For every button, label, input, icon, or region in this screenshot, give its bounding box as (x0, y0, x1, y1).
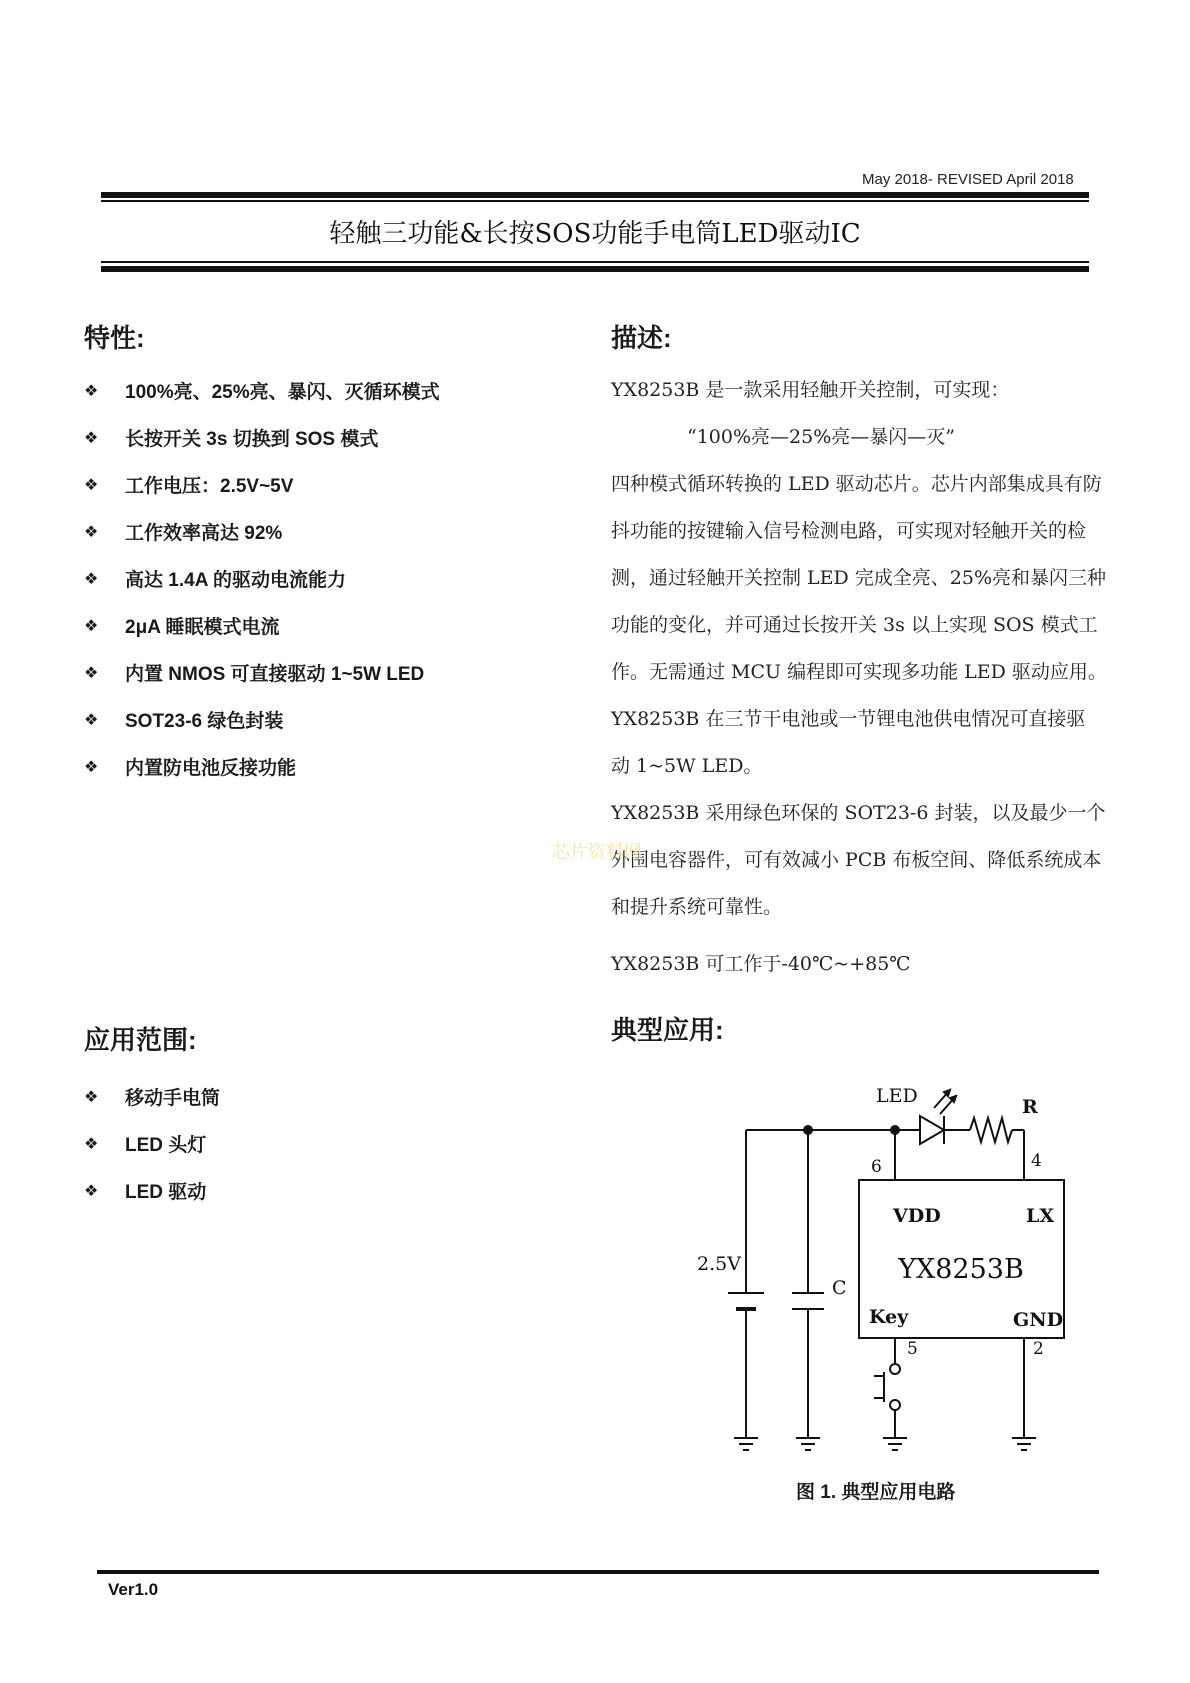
pin-gnd-label: GND (1013, 1309, 1064, 1331)
chip-name: YX8253B (898, 1254, 1024, 1285)
revision-date: May 2018- REVISED April 2018 (862, 171, 1074, 188)
diamond-bullet-icon: ❖ (84, 617, 99, 635)
resistor-label: R (1022, 1096, 1038, 1118)
list-item: ❖ 高达 1.4A 的驱动电流能力 (84, 570, 346, 591)
pin-key-label: Key (869, 1306, 909, 1328)
description-line: 外围电容器件，可有效减小 PCB 布板空间、降低系统成本 (611, 849, 1102, 871)
resistor-icon (970, 1118, 1012, 1142)
description-line: 功能的变化，并可通过长按开关 3s 以上实现 SOS 模式工 (611, 614, 1098, 636)
description-line: YX8253B 是一款采用轻触开关控制，可实现： (611, 379, 1010, 401)
pin-6-label: 6 (871, 1157, 882, 1177)
diamond-bullet-icon: ❖ (84, 476, 99, 494)
ground-icon (883, 1438, 907, 1450)
push-button-icon (874, 1364, 900, 1410)
description-quote: “100%亮—25%亮—暴闪—灭” (687, 426, 955, 448)
led-diode-icon (920, 1090, 956, 1144)
diamond-bullet-icon: ❖ (84, 1135, 99, 1153)
description-line: 作。无需通过 MCU 编程即可实现多功能 LED 驱动应用。 (611, 661, 1107, 683)
list-item: ❖ 2μA 睡眠模式电流 (84, 617, 280, 638)
pin-2-label: 2 (1033, 1339, 1044, 1359)
watermark: 芯片资料网 (552, 842, 642, 862)
junction-dot (890, 1125, 900, 1135)
description-line: 测，通过轻触开关控制 LED 完成全亮、25%亮和暴闪三种 (611, 567, 1107, 589)
list-item: ❖ 内置 NMOS 可直接驱动 1~5W LED (84, 664, 425, 685)
diamond-bullet-icon: ❖ (84, 664, 99, 682)
description-line: 抖功能的按键输入信号检测电路，可实现对轻触开关的检 (611, 520, 1087, 542)
diamond-bullet-icon: ❖ (84, 570, 99, 588)
version-label: Ver1.0 (108, 1580, 159, 1599)
diamond-bullet-icon: ❖ (84, 1182, 99, 1200)
description-line: YX8253B 采用绿色环保的 SOT23-6 封装，以及最少一个 (611, 802, 1106, 824)
list-item: ❖ 工作效率高达 92% (84, 523, 283, 544)
list-item: ❖ 长按开关 3s 切换到 SOS 模式 (84, 429, 379, 450)
description-line: 四种模式循环转换的 LED 驱动芯片。芯片内部集成具有防 (611, 473, 1102, 495)
description-line: 和提升系统可靠性。 (611, 896, 783, 918)
list-item: ❖ LED 头灯 (84, 1135, 207, 1156)
figure-caption: 图 1. 典型应用电路 (796, 1482, 956, 1503)
applications-heading: 应用范围: (84, 1025, 197, 1055)
ground-icon (796, 1438, 820, 1450)
ground-icon (1012, 1438, 1036, 1450)
list-item: ❖ 工作电压：2.5V~5V (84, 476, 294, 497)
battery-voltage-label: 2.5V (697, 1253, 741, 1275)
footer-rule (97, 1570, 1099, 1574)
list-item: ❖ 100%亮、25%亮、暴闪、灭循环模式 (84, 382, 440, 403)
list-item: ❖ 移动手电筒 (84, 1088, 221, 1109)
pin-lx-label: LX (1026, 1205, 1055, 1227)
capacitor-icon (792, 1293, 824, 1309)
diamond-bullet-icon: ❖ (84, 711, 99, 729)
pin-5-label: 5 (907, 1339, 918, 1359)
pin-vdd-label: VDD (893, 1205, 941, 1227)
ground-icon (734, 1438, 758, 1450)
diamond-bullet-icon: ❖ (84, 429, 99, 447)
document-title: 轻触三功能&长按SOS功能手电筒LED驱动IC (329, 219, 861, 249)
junction-dot (803, 1125, 813, 1135)
capacitor-label: C (832, 1277, 847, 1299)
features-heading: 特性: (84, 323, 145, 353)
list-item: ❖ 内置防电池反接功能 (84, 758, 297, 779)
battery-icon (728, 1293, 764, 1309)
diamond-bullet-icon: ❖ (84, 1088, 99, 1106)
diamond-bullet-icon: ❖ (84, 382, 99, 400)
operating-temperature: YX8253B 可工作于-40℃~+85℃ (611, 953, 911, 975)
diamond-bullet-icon: ❖ (84, 523, 99, 541)
led-label: LED (876, 1085, 918, 1107)
description-line: YX8253B 在三节干电池或一节锂电池供电情况可直接驱 (611, 708, 1086, 730)
list-item: ❖ SOT23-6 绿色封装 (84, 711, 284, 732)
diamond-bullet-icon: ❖ (84, 758, 99, 776)
description-heading: 描述: (611, 323, 672, 353)
pin-4-label: 4 (1031, 1151, 1042, 1171)
typical-application-heading: 典型应用: (611, 1015, 724, 1045)
list-item: ❖ LED 驱动 (84, 1182, 207, 1203)
description-line: 动 1~5W LED。 (611, 755, 763, 777)
